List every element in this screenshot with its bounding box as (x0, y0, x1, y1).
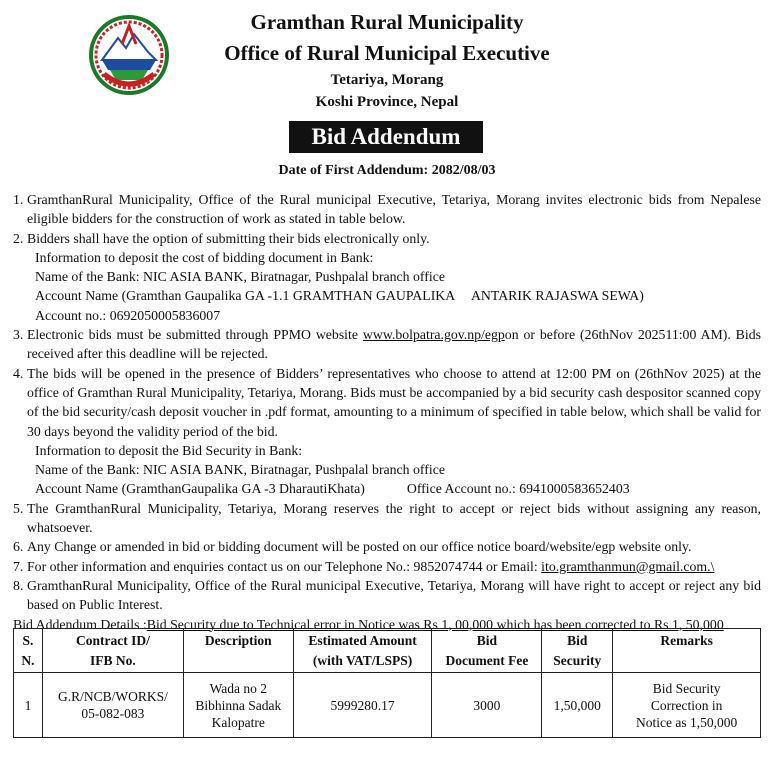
table-header-row (14, 629, 761, 673)
header-contract-id: Contract ID/ IFB No. (42, 629, 183, 673)
bid-addendum-title: Bid Addendum (289, 121, 483, 153)
list-item: 5. The GramthanRural Municipality, Tetariya, Morang reserves the right to accept or reject bids without assigning any reason, whatsoever. (13, 500, 761, 536)
bank-info-fee: Information to deposit the cost of bidding document in Bank: Name of the Bank: NIC ASIA BANK, Biratnagar, Pushpalal branch office Account Name (Gramthan Gaupalika GA -1.1 GRAMTHAN GAUPALIKA ANTARIK RAJASWA SEWA) Account no.: 0692050005836007 (35, 249, 644, 323)
list-item: 1. GramthanRural Municipality, Office of the Rural municipal Executive, Tetariya, Morang invites electronic bids from Nepalese eligible bidders for the construction of work as stated in table below. (13, 192, 761, 227)
addendum-details: Bid Addendum Details :Bid Security due to Technical error in Notice was Rs 1, 00,000 which has been corrected to Rs 1, 50,000 (13, 616, 724, 632)
cell-remarks: Bid Security Correction in Notice as 1,50,000 (613, 673, 761, 738)
cell-contract-id: G.R/NCB/WORKS/ 05-082-083 (42, 673, 183, 738)
list-item: 3. Electronic bids must be submitted through PPMO website www.bolpatra.gov.np/egpon or before (26thNov 202511:00 AM). Bids received after this deadline will be rejected. (13, 327, 761, 362)
bank-info-security: Information to deposit the Bid Security in Bank: Name of the Bank: NIC ASIA BANK, Biratnagar, Pushpalal branch office Account Name (GramthanGaupalika GA -3 DharautiKhata) Office Account no.: 6941000583652403 (35, 442, 630, 497)
cell-amount: 5999280.17 (293, 673, 432, 738)
header-description: Description (183, 629, 293, 673)
cell-fee: 3000 (432, 673, 542, 738)
header-document-fee: Bid Document Fee (432, 629, 542, 673)
province-line: Koshi Province, Nepal (315, 94, 459, 110)
ppmo-website-link[interactable]: www.bolpatra.gov.np/egp (362, 327, 505, 343)
cell-description: Wada no 2 Bibhinna Sadak Kalopatre (183, 673, 293, 738)
bid-table (13, 628, 761, 738)
location-line: Tetariya, Morang (330, 72, 444, 88)
list-item: 8. GramthanRural Municipality, Office of the Rural municipal Executive, Tetariya, Morang will have right to accept or reject any bid based on Public Interest. (13, 577, 761, 613)
notice-body (13, 190, 761, 634)
email-link[interactable]: ito.gramthanmun@gmail.com.\ (541, 558, 715, 574)
cell-security: 1,50,000 (542, 673, 613, 738)
cell-sn: 1 (14, 673, 43, 738)
municipality-name: Gramthan Rural Municipality (250, 10, 524, 34)
addendum-date: Date of First Addendum: 2082/08/03 (278, 163, 496, 178)
list-item: 6. Any Change or amended in bid or bidding document will be posted on our office notice board/website/egp website only. (13, 539, 692, 555)
list-item: 2. Bidders shall have the option of submitting their bids electronically only. (13, 230, 430, 246)
header-estimated-amount: Estimated Amount (with VAT/LSPS) (293, 629, 432, 673)
header-remarks: Remarks (613, 629, 761, 673)
list-item: 4. The bids will be opened in the presence of Bidders’ representatives who choose to attend at 12:00 PM on (26thNov 2025) at the office of Gramthan Rural Municipality, Tetariya, Morang. Bids must be accompanied by a bid security cash despositor scanned copy of the bid security/cash deposit voucher in .pdf format, amounting to a minimum of specified in table below, which shall be valid for 30 days beyond the validity period of the bid. (13, 365, 761, 439)
header-bid-security: Bid Security (542, 629, 613, 673)
table-row (14, 673, 761, 738)
office-name: Office of Rural Municipal Executive (224, 41, 550, 65)
header-sn: S. N. (14, 629, 43, 673)
list-item: 7. For other information and enquiries contact us on our Telephone No.: 9852074744 or Email: ito.gramthanmun@gmail.com.\ (13, 558, 715, 574)
